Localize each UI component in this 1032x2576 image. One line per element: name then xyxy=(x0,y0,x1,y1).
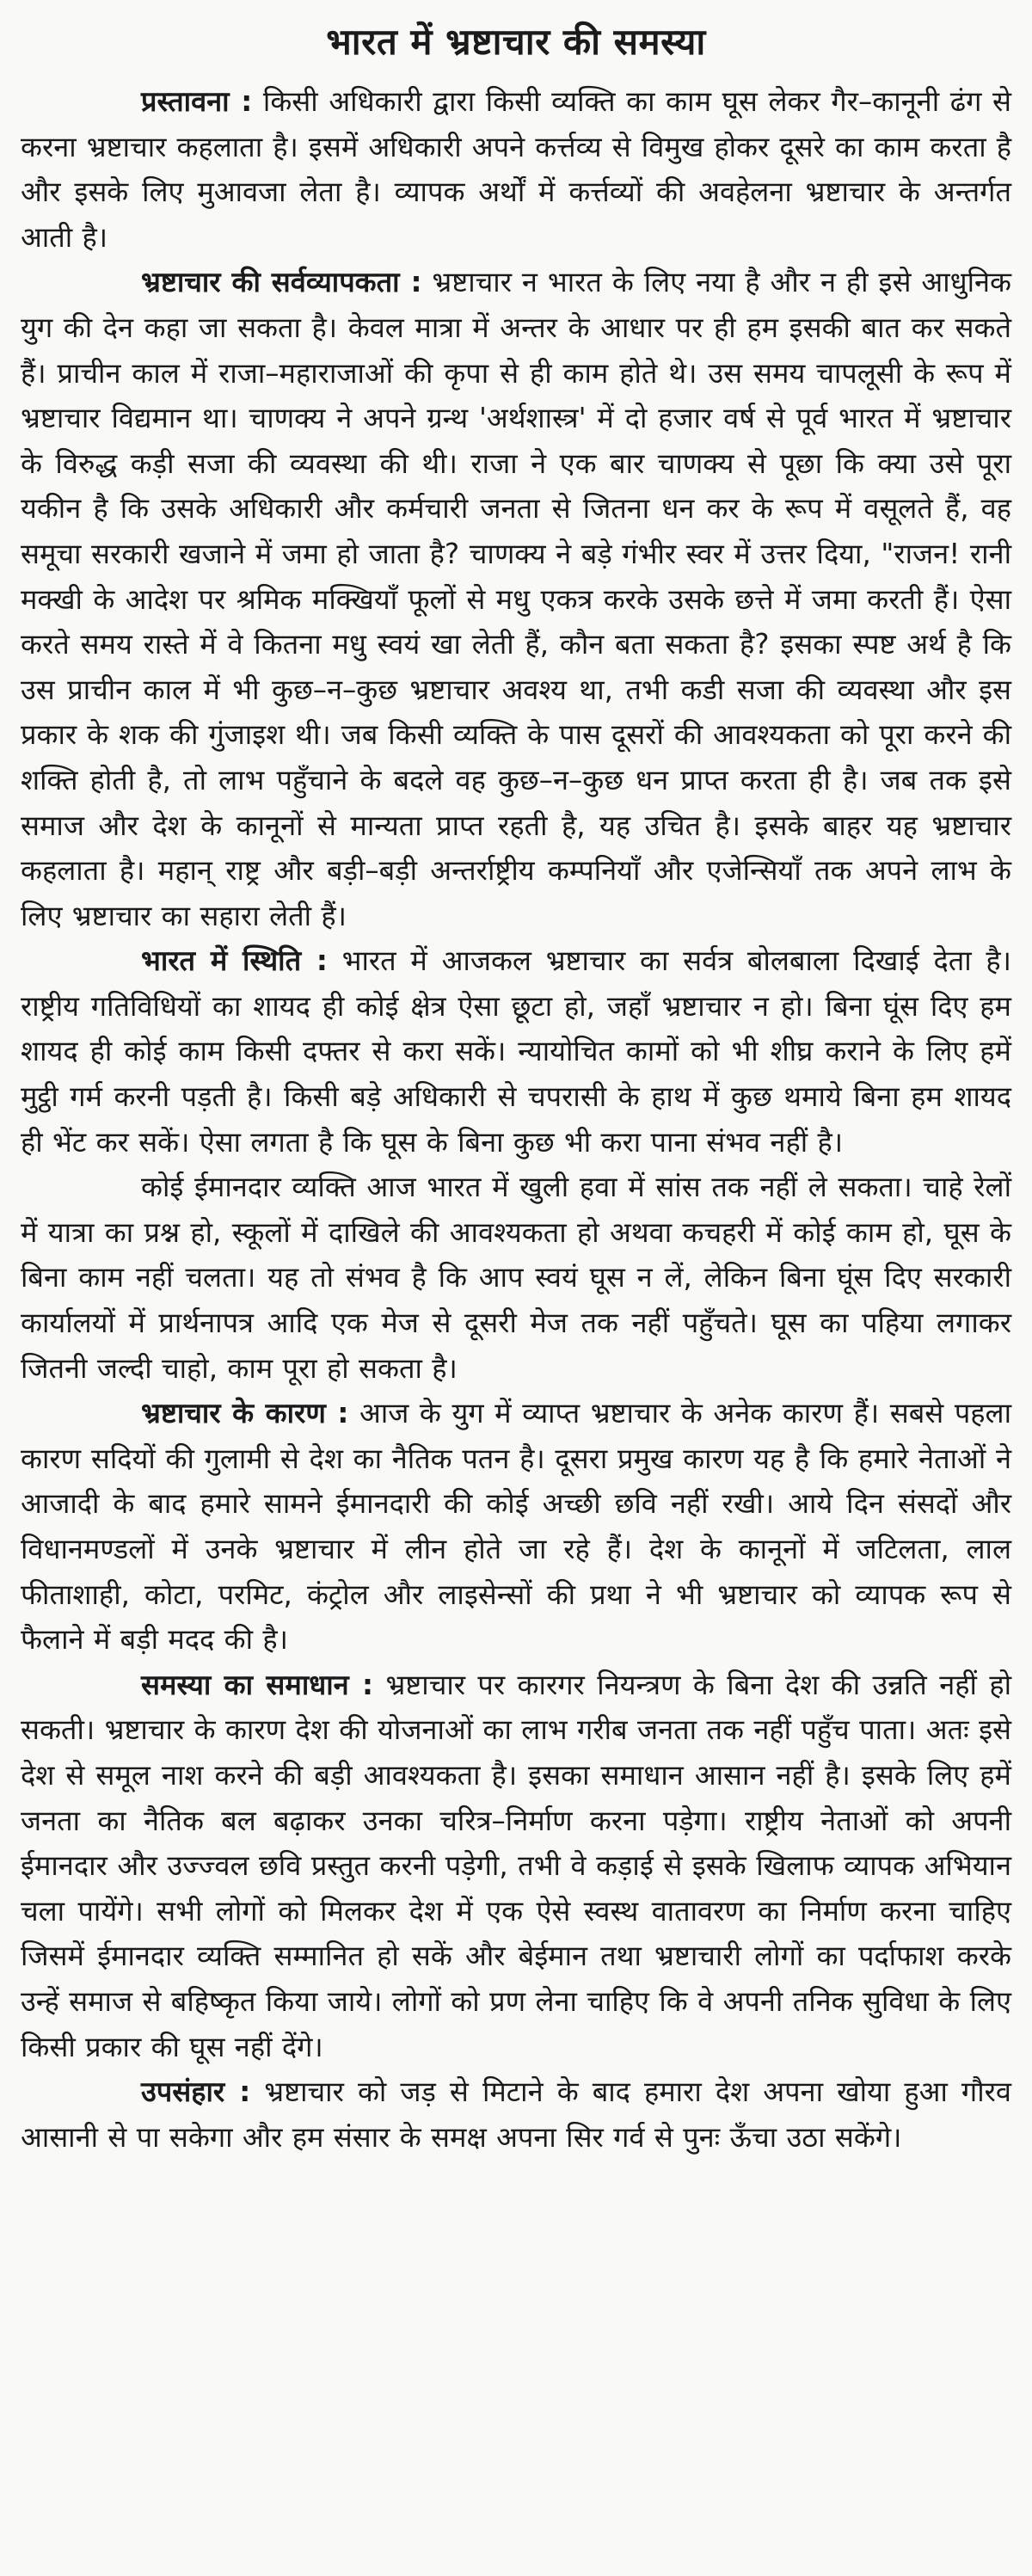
text-omnipresence: भ्रष्टाचार न भारत के लिए नया है और न ही इसे आधुनिक युग की देन कहा जा सकता है। केवल मात्रा में अन्तर के आधार पर ही हम इसकी बात कर सकते हैं। प्राचीन काल में राजा–महाराजाओं की कृपा से ही काम होते थे। उस समय चापलूसी के रूप में भ्रष्टाचार विद्यमान था। चाणक्य ने अपने ग्रन्थ 'अर्थशास्त्र' में दो हजार वर्ष से पूर्व भारत में भ्रष्टाचार के विरुद्ध कड़ी सजा की व्यवस्था की थी। राजा ने एक बार चाणक्य से पूछा कि क्या उसे पूरा यकीन है कि उसके अधिकारी और कर्मचारी जनता से जितना धन कर के रूप में वसूलते हैं, वह समूचा सरकारी खजाने में जमा हो जाता है? चाणक्य ने बड़े गंभीर स्वर में उत्तर दिया, "राजन! रानी मक्खी के आदेश पर श्रमिक मक्खियाँ फूलों से मधु एकत्र करके उसके छत्ते में जमा करती हैं। ऐसा करते समय रास्ते में वे कितना मधु स्वयं खा लेती हैं, कौन बता सकता है? इसका स्पष्ट अर्थ है कि उस प्राचीन काल में भी कुछ–न–कुछ भ्रष्टाचार अवश्य था, तभी कडी सजा की व्यवस्था और इस प्रकार के शक की गुंजाइश थी। जब किसी व्यक्ति के पास दूसरों की आवश्यकता को पूरा करने की शक्ति होती है, तो लाभ पहुँचाने के बदले वह कुछ–न–कुछ धन प्राप्त करता ही है। जब तक इसे समाज और देश के कानूनों से मान्यता प्राप्त रहती है, यह उचित है। इसके बाहर यह भ्रष्टाचार कहलाता है। महान् राष्ट्र और बड़ी–बड़ी अन्तर्राष्ट्रीय कम्पनियाँ और एजेन्सियाँ तक अपने लाभ के लिए भ्रष्टाचार का सहारा लेती हैं। xyxy=(21,266,1012,932)
paragraph-conclusion xyxy=(21,2069,1011,2160)
paragraph-omnipresence xyxy=(21,260,1011,938)
paragraph-introduction xyxy=(21,79,1011,260)
paragraph-situation-in-india xyxy=(21,938,1011,1165)
paragraph-honest-person xyxy=(21,1165,1011,1391)
text-honest-person: कोई ईमानदार व्यक्ति आज भारत में खुली हवा में सांस तक नहीं ले सकता। चाहे रेलों में यात्रा का प्रश्न हो, स्कूलों में दाखिले की आवश्यकता हो अथवा कचहरी में कोई काम हो, घूस के बिना काम नहीं चलता। यह तो संभव है कि आप स्वयं घूस न लें, लेकिन बिना घूंस दिए सरकारी कार्यालयों में प्रार्थनापत्र आदि एक मेज से दूसरी मेज तक नहीं पहुँचते। घूस का पहिया लगाकर जितनी जल्दी चाहो, काम पूरा हो सकता है। xyxy=(21,1171,1011,1385)
heading-omnipresence: भ्रष्टाचार की सर्वव्यापकता : xyxy=(141,266,422,299)
heading-situation-in-india: भारत में स्थिति : xyxy=(141,944,328,978)
essay-title: भारत में भ्रष्टाचार की समस्या xyxy=(326,21,706,63)
paragraph-solution xyxy=(21,1663,1011,2069)
text-causes: आज के युग में व्याप्त भ्रष्टाचार के अनेक कारण हैं। सबसे पहला कारण सदियों की गुलामी से देश का नैतिक पतन है। दूसरा प्रमुख कारण यह है कि हमारे नेताओं ने आजादी के बाद हमारे सामने ईमानदारी की कोई अच्छी छवि नहीं रखी। आये दिन संसदों और विधानमण्डलों में उनके भ्रष्टाचार में लीन होते जा रहे हैं। देश के कानूनों में जटिलता, लाल फीताशाही, कोटा, परमिट, कंट्रोल और लाइसेन्सों की प्रथा ने भी भ्रष्टाचार को व्यापक रूप से फैलाने में बड़ी मदद की है। xyxy=(21,1397,1011,1657)
paragraph-causes xyxy=(21,1391,1011,1663)
heading-conclusion: उपसंहार : xyxy=(141,2075,251,2109)
heading-causes: भ्रष्टाचार के कारण : xyxy=(141,1397,349,1430)
text-conclusion: भ्रष्टाचार को जड़ से मिटाने के बाद हमारा देश अपना खोया हुआ गौरव आसानी से पा सकेगा और हम संसार के समक्ष अपना सिर गर्व से पुनः ऊँचा उठा सकेंगे। xyxy=(21,2075,1011,2154)
heading-solution: समस्या का समाधान : xyxy=(141,1668,374,1701)
text-situation-in-india: भारत में आजकल भ्रष्टाचार का सर्वत्र बोलबाला दिखाई देता है। राष्ट्रीय गतिविधियों का शायद ही कोई क्षेत्र ऐसा छूटा हो, जहाँ भ्रष्टाचार न हो। बिना घूंस दिए हम शायद ही कोई काम किसी दफ्तर से करा सकें। न्यायोचित कामों को भी शीघ्र कराने के लिए हमें मुट्ठी गर्म करनी पड़ती है। किसी बड़े अधिकारी से चपरासी के हाथ में कुछ थमाये बिना हम शायद ही भेंट कर सकें। ऐसा लगता है कि घूस के बिना कुछ भी करा पाना संभव नहीं है। xyxy=(21,944,1011,1159)
heading-introduction: प्रस्तावना : xyxy=(141,85,253,118)
text-solution: भ्रष्टाचार पर कारगर नियन्त्रण के बिना देश की उन्नति नहीं हो सकती। भ्रष्टाचार के कारण देश की योजनाओं का लाभ गरीब जनता तक नहीं पहुँच पाता। अतः इसे देश से समूल नाश करने की बड़ी आवश्यकता है। इसका समाधान आसान नहीं है। इसके लिए हमें जनता का नैतिक बल बढ़ाकर उनका चरित्र–निर्माण करना पड़ेगा। राष्ट्रीय नेताओं को अपनी ईमानदार और उज्ज्वल छवि प्रस्तुत करनी पड़ेगी, तभी वे कड़ाई से इसके खिलाफ व्यापक अभियान चला पायेंगे। सभी लोगों को मिलकर देश में एक ऐसे स्वस्थ वातावरण का निर्माण करना चाहिए जिसमें ईमानदार व्यक्ति सम्मानित हो सकें और बेईमान तथा भ्रष्टाचारी लोगों का पर्दाफाश करके उन्हें समाज से बहिष्कृत किया जाये। लोगों को प्रण लेना चाहिए कि वे अपनी तनिक सुविधा के लिए किसी प्रकार की घूस नहीं देंगे। xyxy=(21,1668,1011,2063)
text-introduction: किसी अधिकारी द्वारा किसी व्यक्ति का काम घूस लेकर गैर–कानूनी ढंग से करना भ्रष्टाचार कहलाता है। इसमें अधिकारी अपने कर्त्तव्य से विमुख होकर दूसरे का काम करता है और इसके लिए मुआवजा लेता है। व्यापक अर्थों में कर्त्तव्यों की अवहेलना भ्रष्टाचार के अन्तर्गत आती है। xyxy=(21,85,1011,254)
